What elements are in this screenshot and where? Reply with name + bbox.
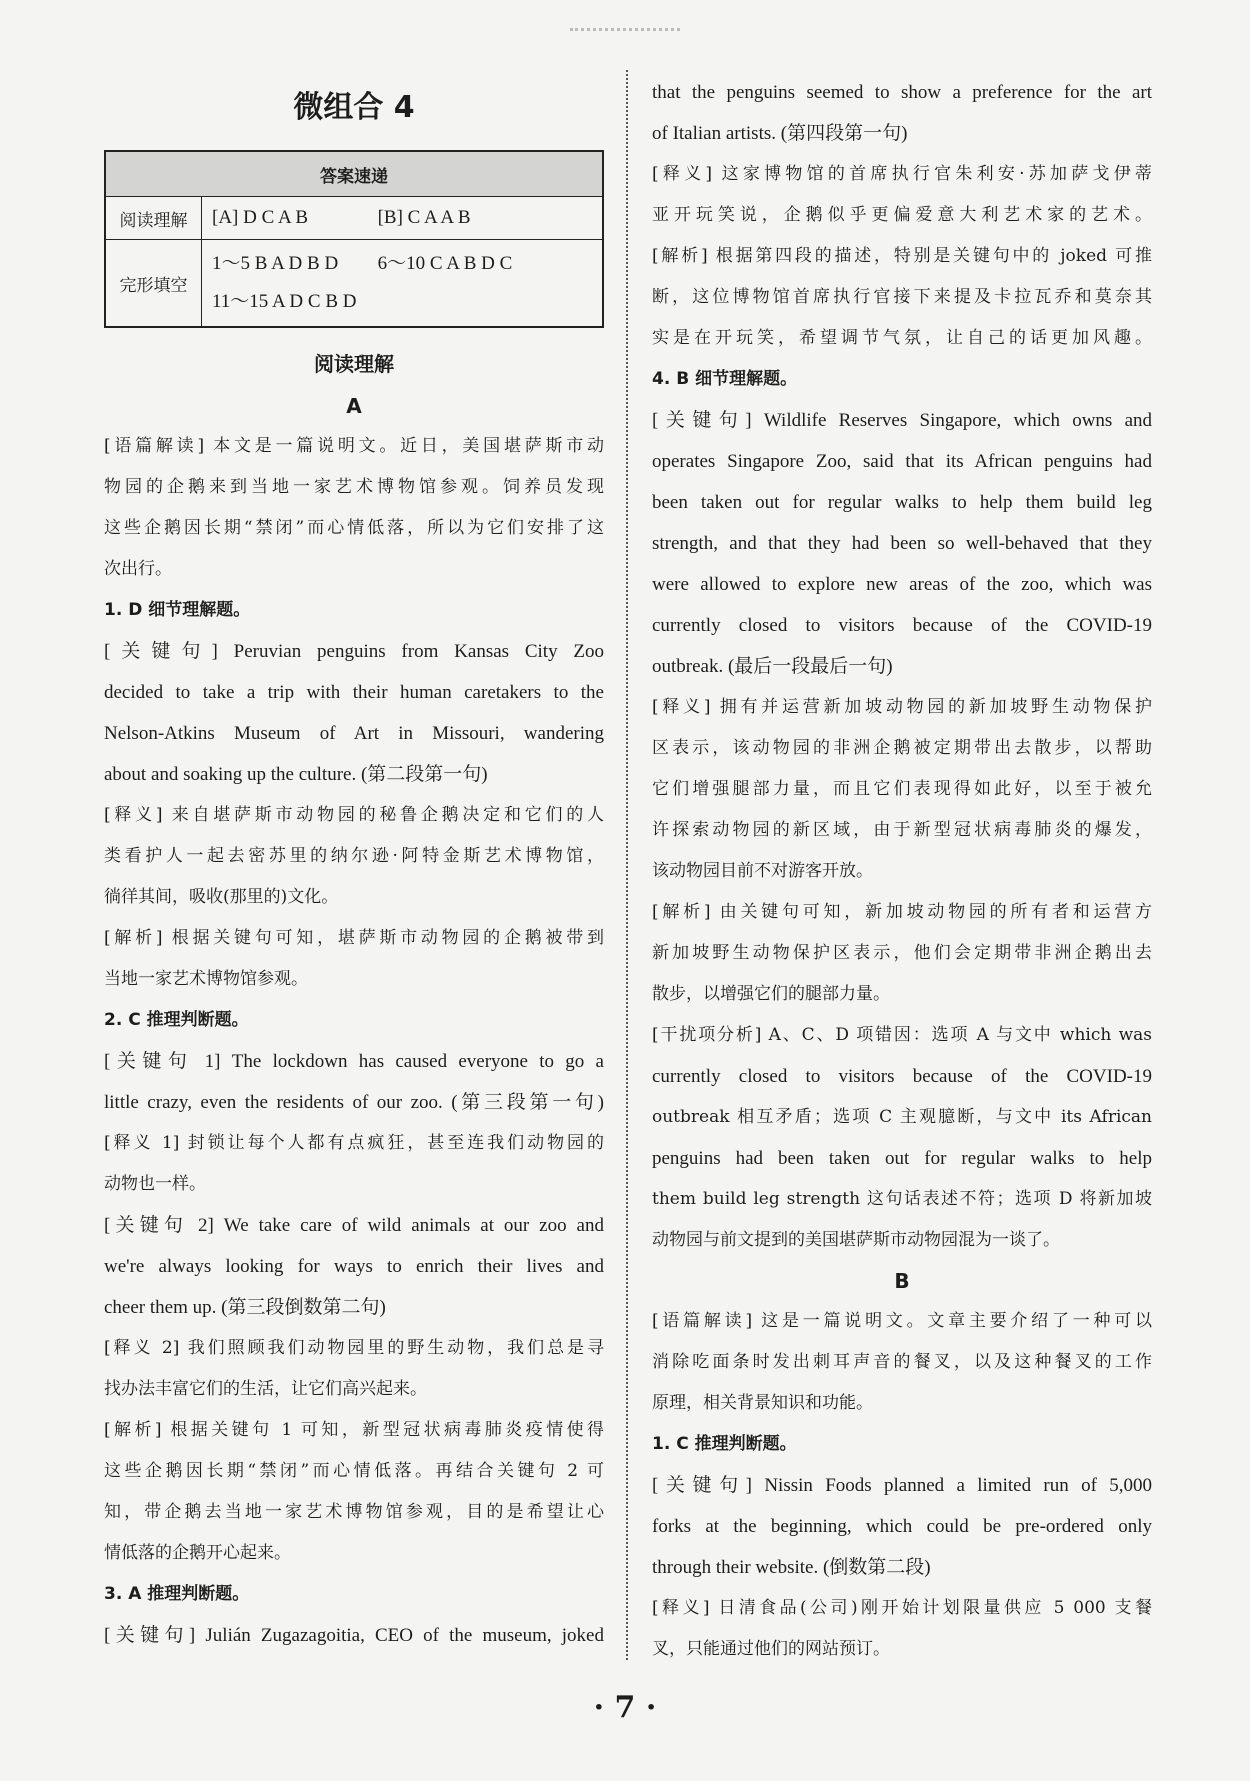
text-line: currently closed to visitors because of the COVID-19 — [652, 1066, 1152, 1087]
text-line: cheer them up. (第三段倒数第二句) — [104, 1297, 386, 1318]
question-line: 4. B 细节理解题。 — [652, 369, 798, 389]
cloze-answers-3: 11～15 A D C B D — [212, 291, 357, 312]
text-line: [解析] 根据关键句可知，堪萨斯市动物园的企鹅被带到 — [104, 928, 604, 948]
answer-table — [104, 150, 604, 328]
part-a-heading: A — [346, 394, 362, 418]
text-line: through their website. (倒数第二段) — [652, 1557, 931, 1578]
cloze-answers-2: 6～10 C A B D C — [377, 253, 513, 274]
text-line: 徜徉其间，吸收(那里的)文化。 — [104, 887, 339, 907]
text-line: [语篇解读] 本文是一篇说明文。近日，美国堪萨斯市动 — [104, 436, 604, 456]
text-line: 知，带企鹅去当地一家艺术博物馆参观，目的是希望让心 — [104, 1502, 604, 1522]
text-line: 新加坡野生动物保护区表示，他们会定期带非洲企鹅出去 — [652, 943, 1152, 963]
column-divider — [626, 70, 628, 1660]
text-line: [关键句] Julián Zugazagoitia, CEO of the museum, joked — [104, 1625, 604, 1646]
text-line: [干扰项分析] A、C、D 项错因：选项 A 与文中 which was — [652, 1025, 1152, 1045]
text-line: 次出行。 — [104, 559, 172, 579]
reading-answers-a: [A] D C A B — [212, 207, 309, 228]
text-line: little crazy, even the residents of our zoo. (第三段第一句) — [104, 1092, 604, 1113]
reading-answers-b: [B] C A A B — [377, 207, 471, 228]
top-mark — [570, 18, 680, 31]
text-line: been taken out for regular walks to help them build leg — [652, 492, 1152, 513]
part-b-heading: B — [894, 1269, 910, 1293]
text-line: 许探索动物园的新区域，由于新型冠状病毒肺炎的爆发， — [652, 820, 1152, 840]
page-number: · 7 · — [593, 1690, 657, 1725]
text-line: 散步，以增强它们的腿部力量。 — [652, 984, 890, 1004]
text-line: strength, and that they had been so well-behaved that they — [652, 533, 1152, 554]
text-line: decided to take a trip with their human caretakers to the — [104, 682, 604, 703]
text-line: penguins had been taken out for regular walks to help — [652, 1148, 1152, 1169]
text-line: [解析] 由关键句可知，新加坡动物园的所有者和运营方 — [652, 902, 1152, 922]
text-line: [释义 1] 封锁让每个人都有点疯狂，甚至连我们动物园的 — [104, 1133, 604, 1153]
right-text-1 — [652, 72, 1152, 1261]
text-line: 实是在开玩笑，希望调节气氛，让自己的话更加风趣。 — [652, 328, 1152, 348]
cloze-label: 完形填空 — [105, 240, 202, 328]
text-line: 找办法丰富它们的生活，让它们高兴起来。 — [104, 1379, 427, 1399]
text-line: 动物园与前文提到的美国堪萨斯市动物园混为一谈了。 — [652, 1230, 1060, 1250]
text-line: [释义] 日清食品(公司)刚开始计划限量供应 5 000 支餐 — [652, 1598, 1152, 1618]
text-line: 消除吃面条时发出刺耳声音的餐叉，以及这种餐叉的工作 — [652, 1352, 1152, 1372]
text-line: 原理，相关背景知识和功能。 — [652, 1393, 873, 1413]
question-line: 2. C 推理判断题。 — [104, 1010, 249, 1030]
text-line: forks at the beginning, which could be pre-ordered only — [652, 1516, 1152, 1537]
left-column — [104, 72, 604, 1656]
text-line: 这些企鹅因长期“禁闭”而心情低落。再结合关键句 2 可 — [104, 1461, 604, 1481]
text-line: [释义] 这家博物馆的首席执行官朱利安·苏加萨戈伊蒂 — [652, 164, 1152, 184]
text-line: currently closed to visitors because of the COVID-19 — [652, 615, 1152, 636]
text-line: Nelson-Atkins Museum of Art in Missouri, wandering — [104, 723, 604, 744]
cloze-answers-1: 1～5 B A D B D — [212, 253, 339, 274]
text-line: [语篇解读] 这是一篇说明文。文章主要介绍了一种可以 — [652, 1311, 1152, 1331]
text-line: [关键句 1] The lockdown has caused everyone to go a — [104, 1051, 604, 1072]
text-line: [释义 2] 我们照顾我们动物园里的野生动物，我们总是寻 — [104, 1338, 604, 1358]
text-line: [解析] 根据关键句 1 可知，新型冠状病毒肺炎疫情使得 — [104, 1420, 604, 1440]
text-line: outbreak 相互矛盾；选项 C 主观臆断，与文中 its African — [652, 1107, 1152, 1127]
text-line: [释义] 来自堪萨斯市动物园的秘鲁企鹅决定和它们的人 — [104, 805, 604, 825]
section-title: 阅读理解 — [314, 352, 394, 376]
page-title: 微组合 4 — [293, 90, 415, 125]
text-line: [关键句] Wildlife Reserves Singapore, which owns and — [652, 410, 1152, 431]
text-line: of Italian artists. (第四段第一句) — [652, 123, 908, 144]
text-line: 该动物园目前不对游客开放。 — [652, 861, 873, 881]
text-line: 物园的企鹅来到当地一家艺术博物馆参观。饲养员发现 — [104, 477, 604, 497]
text-line: 它们增强腿部力量，而且它们表现得如此好，以至于被允 — [652, 779, 1152, 799]
reading-label: 阅读理解 — [105, 197, 202, 240]
right-text-2 — [652, 1301, 1152, 1670]
text-line: 这些企鹅因长期“禁闭”而心情低落，所以为它们安排了这 — [104, 518, 604, 538]
question-line: 1. D 细节理解题。 — [104, 600, 251, 620]
text-line: 叉，只能通过他们的网站预订。 — [652, 1639, 890, 1659]
question-line: 3. A 推理判断题。 — [104, 1584, 250, 1604]
text-line: 当地一家艺术博物馆参观。 — [104, 969, 308, 989]
text-line: about and soaking up the culture. (第二段第一句) — [104, 764, 488, 785]
text-line: that the penguins seemed to show a preference for the art — [652, 82, 1152, 103]
text-line: outbreak. (最后一段最后一句) — [652, 656, 893, 677]
text-line: 亚开玩笑说，企鹅似乎更偏爱意大利艺术家的艺术。 — [652, 205, 1152, 225]
text-line: we're always looking for ways to enrich their lives and — [104, 1256, 604, 1277]
text-line: were allowed to explore new areas of the zoo, which was — [652, 574, 1152, 595]
text-line: them build leg strength 这句话表述不符；选项 D 将新加坡 — [652, 1189, 1152, 1209]
answer-table-header: 答案速递 — [105, 151, 603, 197]
text-line: operates Singapore Zoo, said that its African penguins had — [652, 451, 1152, 472]
text-line: 动物也一样。 — [104, 1174, 206, 1194]
question-line: 1. C 推理判断题。 — [652, 1434, 797, 1454]
text-line: 断，这位博物馆首席执行官接下来提及卡拉瓦乔和莫奈其 — [652, 287, 1152, 307]
text-line: [关键句] Nissin Foods planned a limited run of 5,000 — [652, 1475, 1152, 1496]
text-line: [解析] 根据第四段的描述，特别是关键句中的 joked 可推 — [652, 246, 1152, 266]
right-column — [652, 72, 1152, 1670]
text-line: 区表示，该动物园的非洲企鹅被定期带出去散步，以帮助 — [652, 738, 1152, 758]
text-line: 类看护人一起去密苏里的纳尔逊·阿特金斯艺术博物馆， — [104, 846, 604, 866]
text-line: [释义] 拥有并运营新加坡动物园的新加坡野生动物保护 — [652, 697, 1152, 717]
text-line: [关键句 2] We take care of wild animals at our zoo and — [104, 1215, 604, 1236]
text-line: [关键句] Peruvian penguins from Kansas City Zoo — [104, 641, 604, 662]
text-line: 情低落的企鹅开心起来。 — [104, 1543, 291, 1563]
left-text — [104, 426, 604, 1656]
